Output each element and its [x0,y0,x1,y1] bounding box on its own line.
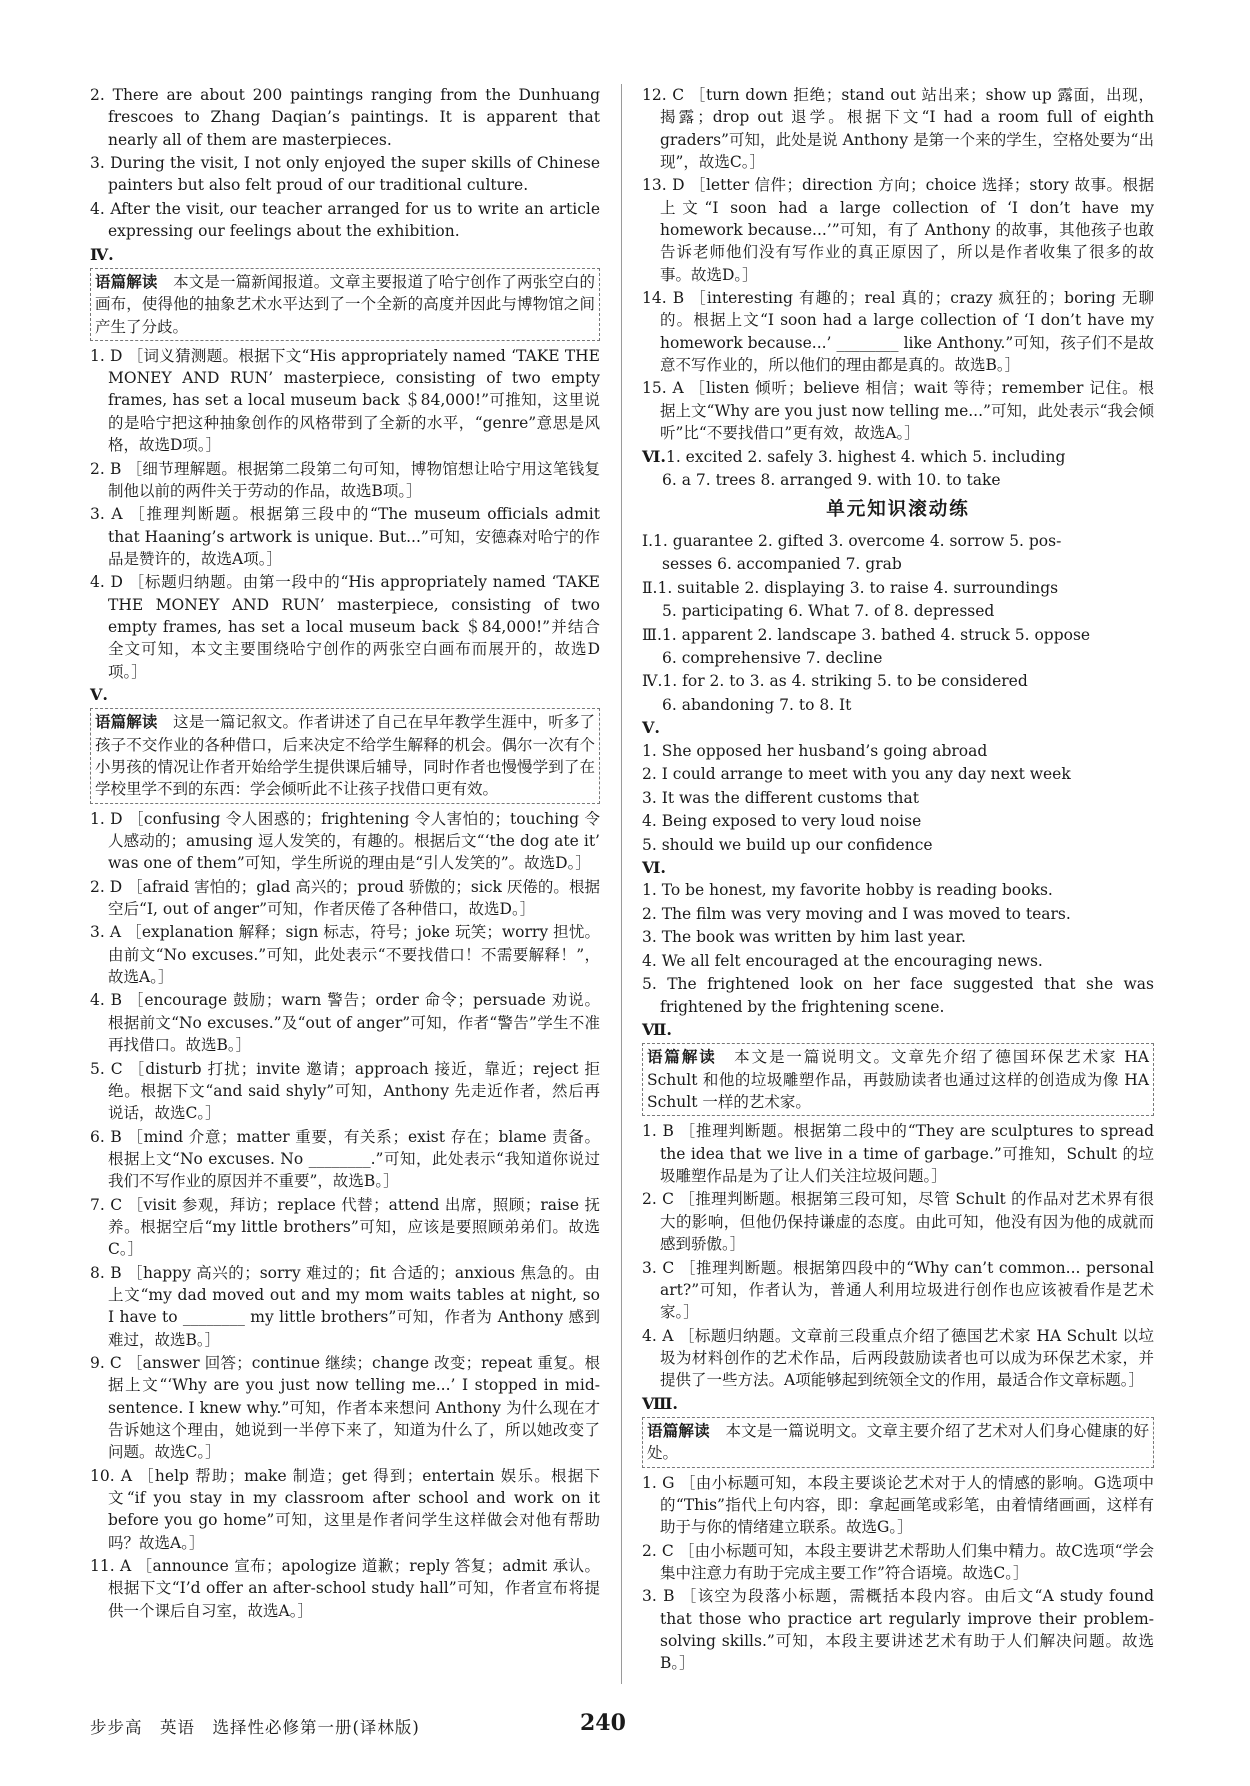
answer-item: 1. D ［词义猜测题。根据下文“His appropriately named ‘TAKE THE MONEY AND RUN’ masterpiece, consisting of two empty frames, has set a local museum back ＄84,000!”可推知，这里说的是哈宁把这种抽象创作的风格带到了全新的水平，“genre”意思是风格，故选D项。］ [90,346,600,455]
reading-analysis-box [90,268,600,341]
answer-item: 14. B ［interesting 有趣的；real 真的；crazy 疯狂的；boring 无聊的。根据上文“I soon had a large collection of ‘I don’t have my homework because...’ ________ like Anthony.”可知，孩子们不是故意不写作业的，所以他们的理由都是真的。故选B。］ [642,289,1154,374]
answer-item: 4. A ［标题归纳题。文章前三段重点介绍了德国艺术家 HA Schult 以垃圾为材料创作的艺术作品，后两段鼓励读者也可以成为环保艺术家，并提供了一些方法。A项能够起到统领全文的作用，最适合作文章标题。］ [642,1326,1154,1390]
answer-item: 4. D ［标题归纳题。由第一段中的“His appropriately named ‘TAKE THE MONEY AND RUN’ masterpiece, consisting of two empty frames, has set a local museum back ＄84,000!”并结合全文可知，本文主要围绕哈宁创作的两张空白画布而展开的，故选D项。］ [90,573,600,681]
footer-book-title: 步步高 英语 选择性必修第一册(译林版) [90,1718,420,1737]
box-text: 本文是一篇新闻报道。文章主要报道了哈宁创作了两张空白的画布，使得他的抽象艺术水平达到了一个全新的高度并因此与博物馆之间产生了分歧。 [95,272,595,336]
sentence-item: 3. The book was written by him last year. [642,928,966,947]
answer-item: 3. B ［该空为段落小标题，需概括本段内容。由后文“A study found that those who practice art regularly improve their problem-solving skills.”可知，本段主要讲述艺术有助于人们解决问题。故选B。］ [642,1587,1154,1673]
reading-analysis-box [642,1043,1154,1116]
review-ii-row-2: 5. participating 6. What 7. of 8. depressed [662,602,995,621]
sentence-item: 1. To be honest, my favorite hobby is reading books. [642,881,1053,900]
section-label: Ⅴ. [90,685,108,705]
sentence-item: 4. We all felt encouraged at the encouraging news. [642,951,1043,970]
section-vi-row [642,446,1154,468]
answer-item: 1. G ［由小标题可知，本段主要谈论艺术对于人的情感的影响。G选项中的“This”指代上句内容，即：拿起画笔或彩笔，由着情绪画画，这样有助于与你的情绪建立联系。故选G。］ [642,1473,1154,1537]
review-i-row-2: sesses 6. accompanied 7. grab [662,555,902,574]
answer-item: 4. B ［encourage 鼓励；warn 警告；order 命令；persuade 劝说。根据前文“No excuses.”及“out of anger”可知，作者“警告”学生不准再找借口。故选B。］ [90,991,600,1055]
column-divider [621,84,622,1684]
sentence-item: 4. Being exposed to very loud noise [642,812,922,831]
section-label: Ⅶ. [642,1020,672,1040]
reading-analysis-box [90,708,600,803]
section-label: Ⅵ. [642,446,666,466]
answer-item: 10. A ［help 帮助；make 制造；get 得到；entertain 娱乐。根据下文“if you stay in my classroom after school and work on it before you go home”可知，这里是作者问学生这样做会对他有帮助吗？故选A。］ [90,1466,600,1552]
box-text: 本文是一篇说明文。文章主要介绍了艺术对人们身心健康的好处。 [647,1421,1149,1463]
sentence-item: 2. I could arrange to meet with you any day next week [642,765,1071,784]
review-iv-row-2: 6. abandoning 7. to 8. It [662,695,852,714]
sentence-item: 5. The frightened look on her face suggested that she was frightened by the frightening scene. [642,975,1154,1016]
sentence-item: 3. It was the different customs that [642,788,919,807]
page-number: 240 [580,1710,626,1736]
section-vi-answers: 1. excited 2. safely 3. highest 4. which 5. including [665,447,1066,466]
section-label: Ⅵ. [642,858,666,878]
sentence-item: 1. She opposed her husband’s going abroad [642,741,988,760]
answer-item: 1. D ［confusing 令人困惑的；frightening 令人害怕的；touching 令人感动的；amusing 逗人发笑的，有趣的。根据后文“‘the dog ate it’ was one of them”可知，学生所说的理由是“引人发笑的”。故选D。］ [90,809,600,873]
writing-item: 3. During the visit, I not only enjoyed the super skills of Chinese painters but also felt proud of our traditional culture. [90,154,600,195]
answer-item: 11. A ［announce 宣布；apologize 道歉；reply 答复；admit 承认。根据下文“I’d offer an after-school study hall”可知，作者宣布将提供一个课后自习室，故选A。］ [90,1557,600,1620]
box-label: 语篇解读 [95,272,158,291]
review-i-row: Ⅰ.1. guarantee 2. gifted 3. overcome 4. sorrow 5. pos- [642,531,1062,550]
left-column [90,84,600,1623]
sentence-item: 2. The film was very moving and I was moved to tears. [642,904,1071,923]
answer-item: 3. C ［推理判断题。根据第四段中的“Why can’t common... personal art?”可知，作者认为，普通人利用垃圾进行创作也应该被看作是艺术家。］ [642,1258,1154,1322]
answer-item: 13. D ［letter 信件；direction 方向；choice 选择；story 故事。根据上文“I soon had a large collection of ‘I don’t have my homework because...’”可知，有了 Anthony 的故事，其他孩子也敢告诉老师他们没有写作业的真正原因了，所以是作者收集了很多的故事。故选D。］ [642,176,1154,284]
unit-review-heading: 单元知识滚动练 [826,499,970,521]
answer-item: 7. C ［visit 参观，拜访；replace 代替；attend 出席，照顾；raise 抚养。根据空后“my little brothers”可知，应该是要照顾弟弟们。故选C。］ [90,1195,600,1259]
writing-item: 2. There are about 200 paintings ranging from the Dunhuang frescoes to Zhang Daqian’s paintings. It is apparent that nearly all of them are masterpieces. [90,86,600,149]
answer-item: 3. A ［explanation 解释；sign 标志，符号；joke 玩笑；worry 担忧。由前文“No excuses.”可知，此处表示“不要找借口！不需要解释！”，故选A。］ [90,923,600,986]
answer-item: 9. C ［answer 回答；continue 继续；change 改变；repeat 重复。根据上文“‘Why are you just now telling me...’ I stopped in mid-sentence. I knew why.”可知，作者本来想问 Anthony 为什么现在才告诉她这个理由，她说到一半停下来了，知道为什么了，所以她改变了问题。故选C。］ [90,1354,600,1462]
answer-item: 5. C ［disturb 打扰；invite 邀请；approach 接近，靠近；reject 拒绝。根据下文“and said shyly”可知，Anthony 先走近作者，然后再说话，故选C。］ [90,1059,600,1123]
answer-item: 2. C ［推理判断题。根据第三段可知，尽管 Schult 的作品对艺术界有很大的影响，但他仍保持谦虚的态度。由此可知，他没有因为他的成就而感到骄傲。］ [642,1190,1154,1254]
section-label: Ⅴ. [642,718,660,738]
answer-item: 8. B ［happy 高兴的；sorry 难过的；fit 合适的；anxious 焦急的。由上文“my dad moved out and my mom waits tables at night, so I have to ________ my little brothers”可知，作者为 Anthony 感到难过，故选B。］ [90,1263,600,1349]
box-label: 语篇解读 [95,713,158,732]
box-label: 语篇解读 [647,1421,710,1440]
box-label: 语篇解读 [647,1048,717,1067]
answer-item: 3. A ［推理判断题。根据第三段中的“The museum officials admit that Haaning’s artwork is unique. But...”可知，安德森对哈宁的作品是赞许的，故选A项。］ [90,505,600,568]
answer-item: 6. B ［mind 介意；matter 重要，有关系；exist 存在；blame 责备。根据上文“No excuses. No ________.”可知，此处表示“我知道你说过我们不写作业的原因并不重要”，故选B。］ [90,1127,600,1191]
answer-item: 2. C ［由小标题可知，本段主要讲艺术帮助人们集中精力。故C选项“学会集中注意力有助于完成主要工作”符合语境。故选C。］ [642,1541,1154,1582]
section-label: Ⅷ. [642,1393,678,1413]
answer-item: 12. C ［turn down 拒绝；stand out 站出来；show up 露面，出现，揭露；drop out 退学。根据下文“I had a room full of eighth graders”可知，此处是说 Anthony 是第一个来的学生，空格处要为“出现”，故选C。］ [642,86,1154,171]
review-ii-row: Ⅱ.1. suitable 2. displaying 3. to raise 4. surroundings [642,578,1059,597]
reading-analysis-box [642,1417,1154,1468]
answer-item: 2. B ［细节理解题。根据第二段第二句可知，博物馆想让哈宁用这笔钱复制他以前的两件关于劳动的作品，故选B项。］ [90,459,600,500]
review-iii-row-2: 6. comprehensive 7. decline [662,649,883,667]
writing-item: 4. After the visit, our teacher arranged for us to write an article expressing our feelings about the exhibition. [90,199,600,241]
answer-item: 15. A ［listen 倾听；believe 相信；wait 等待；remember 记住。根据上文“Why are you just now telling me...”可知，此处表示“我会倾听”比“不要找借口”更有效，故选A。］ [642,379,1154,443]
review-iv-row: Ⅳ.1. for 2. to 3. as 4. striking 5. to be considered [642,672,1028,691]
box-text: 这是一篇记叙文。作者讲述了自己在早年教学生涯中，听多了孩子不交作业的各种借口，后来决定不给学生解释的机会。偶尔一次有个小男孩的情况让作者开始给学生提供课后辅导，同时作者也慢慢学到了在学校里学不到的东西：学会倾听此不让孩子找借口更有效。 [95,713,595,799]
answer-item: 2. D ［afraid 害怕的；glad 高兴的；proud 骄傲的；sick 厌倦的。根据空后“I, out of anger”可知，作者厌倦了各种借口，故选D。］ [90,877,600,918]
section-label: Ⅳ. [90,244,114,264]
right-column [642,84,1154,1676]
sentence-item: 5. should we build up our confidence [642,835,933,854]
review-iii-row: Ⅲ.1. apparent 2. landscape 3. bathed 4. struck 5. oppose [642,625,1091,644]
answer-item: 1. B ［推理判断题。根据第二段中的“They are sculptures to spread the idea that we live in a time of garbage.”可推知，Schult 的垃圾雕塑作品是为了让人们关注垃圾问题。］ [642,1122,1154,1185]
section-vi-answers-2: 6. a 7. trees 8. arranged 9. with 10. to take [662,470,1001,489]
box-text: 本文是一篇说明文。文章先介绍了德国环保艺术家 HA Schult 和他的垃圾雕塑作品，再鼓励读者也通过这样的创造成为像 HA Schult 一样的艺术家。 [647,1048,1149,1112]
